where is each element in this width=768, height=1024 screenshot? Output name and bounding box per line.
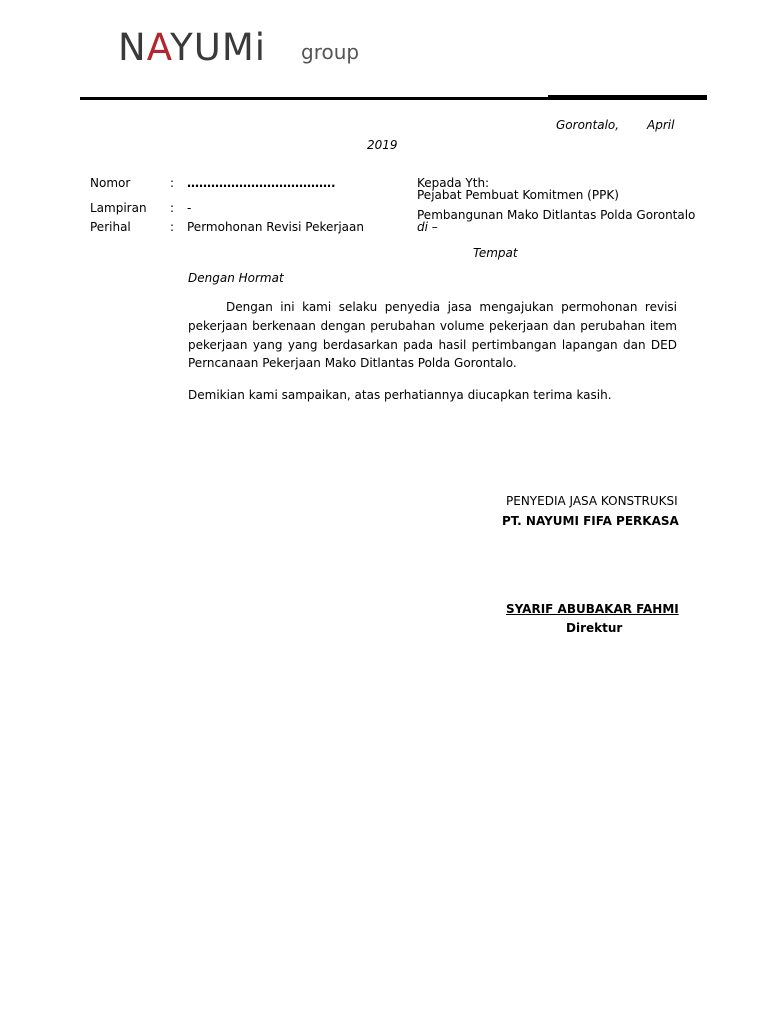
perihal-value: Permohonan Revisi Pekerjaan	[187, 220, 364, 234]
nomor-colon: :	[170, 176, 175, 190]
perihal-colon: :	[170, 220, 175, 234]
lampiran-colon: :	[170, 201, 175, 215]
salutation: Dengan Hormat	[188, 271, 284, 285]
signature-title: Direktur	[566, 621, 623, 635]
recipient-official: Pejabat Pembuat Komitmen (PPK)	[417, 188, 619, 202]
signature-company: PT. NAYUMI FIFA PERKASA	[502, 514, 679, 528]
signature-name: SYARIF ABUBAKAR FAHMI	[506, 602, 679, 616]
recipient-greeting: Kepada Yth:	[417, 176, 490, 190]
signature-role: PENYEDIA JASA KONSTRUKSI	[506, 494, 678, 508]
recipient-location: di –	[417, 220, 438, 234]
body-paragraph-1: Dengan ini kami selaku penyedia jasa mengajukan permohonan revisi pekerjaan berkenaan dengan perubahan volume pekerjaan dan perubahan item pekerjaan yang yang berdasarkan pada hasil pertimbangan lapangan dan DED Perncanaan Pekerjaan Mako Ditlantas Polda Gorontalo.	[188, 300, 677, 371]
logo-wordmark: NAYUMi	[118, 26, 267, 69]
date-month: April	[647, 118, 675, 132]
nomor-label: Nomor	[90, 176, 131, 190]
logo-subtitle: group	[301, 40, 360, 64]
recipient-place: Tempat	[473, 246, 518, 260]
perihal-label: Perihal	[90, 220, 131, 234]
date-year: 2019	[367, 138, 398, 152]
header-divider-accent	[548, 95, 707, 97]
body-paragraph-2: Demikian kami sampaikan, atas perhatiannya diucapkan terima kasih.	[188, 388, 612, 402]
lampiran-value: -	[187, 201, 192, 215]
header-divider	[80, 97, 707, 100]
nomor-value: ……………………………….	[187, 176, 336, 190]
lampiran-label: Lampiran	[90, 201, 147, 215]
recipient-project: Pembangunan Mako Ditlantas Polda Gorontalo	[417, 208, 696, 222]
date-place: Gorontalo,	[556, 118, 620, 132]
